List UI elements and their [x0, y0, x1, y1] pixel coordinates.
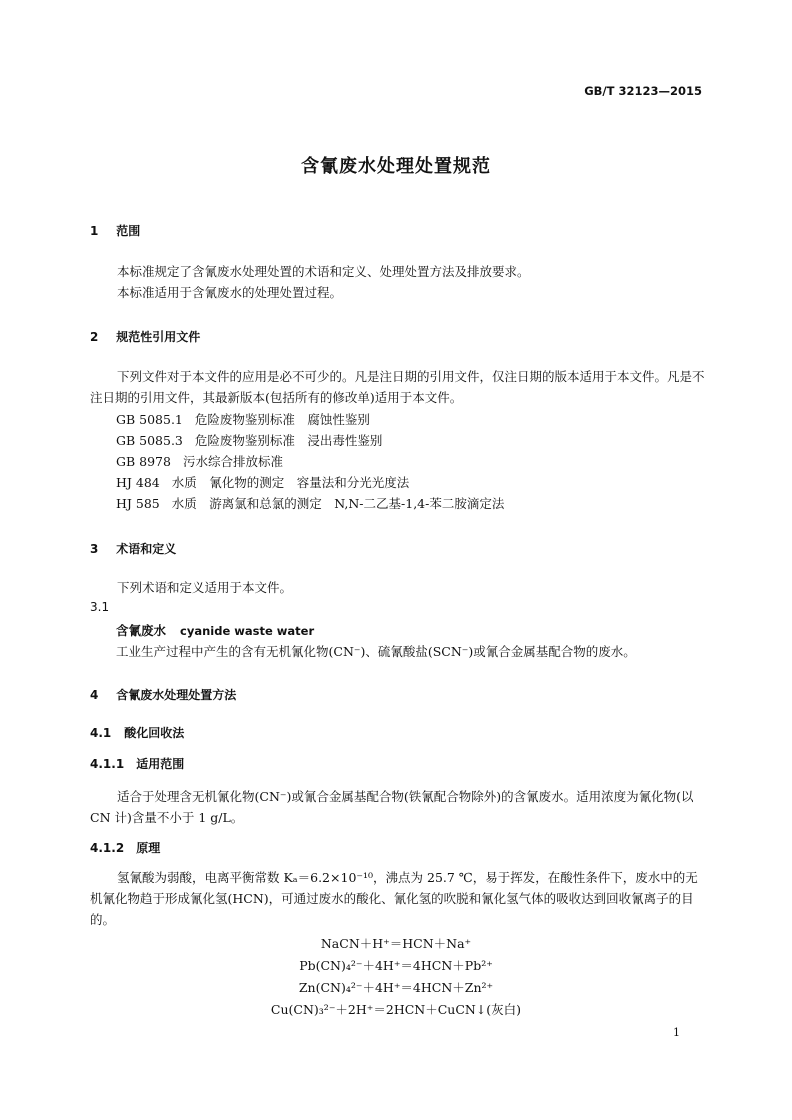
section-number: 1 [90, 224, 99, 238]
reference-code: HJ 484 [116, 475, 160, 490]
chemical-equation: NaCN＋H⁺＝HCN＋Na⁺ [320, 936, 472, 951]
section-title: 酸化回收法 [124, 726, 185, 740]
reference-title: 污水综合排放标准 [182, 454, 283, 469]
scope-paragraph-2: 本标准适用于含氰废水的处理处置过程。 [117, 285, 343, 300]
term-entry [116, 621, 314, 639]
scope-paragraph-1: 本标准规定了含氰废水处理处置的术语和定义、处理处置方法及排放要求。 [117, 264, 530, 279]
terms-intro: 下列术语和定义适用于本文件。 [117, 580, 293, 595]
reference-item [116, 431, 382, 449]
reference-title: 危险废物鉴别标准 浸出毒性鉴别 [194, 433, 383, 448]
reference-item [116, 473, 409, 491]
applicability-paragraph: 适合于处理含无机氰化物(CN⁻)或氰合金属基配合物(铁氰配合物除外)的含氰废水。适用浓度为氰化物(以 CN 计)含量不小于 1 g/L。 [90, 789, 694, 825]
chemical-equation: Pb(CN)₄²⁻＋4H⁺＝4HCN＋Pb²⁺ [299, 958, 493, 973]
section-number: 2 [90, 330, 99, 344]
section-title: 适用范围 [136, 757, 185, 771]
section-4-heading [90, 686, 236, 703]
reference-code: GB 5085.1 [116, 412, 183, 427]
section-title: 范围 [116, 224, 141, 238]
page-title: 含氰废水处理处置规范 [301, 156, 491, 177]
section-number: 4.1.2 [90, 841, 125, 855]
section-title: 术语和定义 [116, 542, 177, 556]
reference-code: GB 8978 [116, 454, 171, 469]
section-title: 原理 [136, 841, 161, 855]
section-number: 3 [90, 542, 99, 556]
reference-title: 危险废物鉴别标准 腐蚀性鉴别 [194, 412, 370, 427]
section-1-heading [90, 222, 140, 239]
term-chinese: 含氰废水 [116, 623, 167, 638]
subsection-4-1-heading [90, 724, 184, 741]
section-number: 4.1.1 [90, 757, 125, 771]
reference-title: 水质 氰化物的测定 容量法和分光光度法 [171, 475, 410, 490]
section-number: 4 [90, 688, 99, 702]
chemical-equation: Zn(CN)₄²⁻＋4H⁺＝4HCN＋Zn²⁺ [298, 980, 494, 995]
term-definition: 工业生产过程中产生的含有无机氰化物(CN⁻)、硫氰酸盐(SCN⁻)或氰合金属基配合物的废水。 [116, 644, 636, 659]
reference-code: GB 5085.3 [116, 433, 183, 448]
section-title: 含氰废水处理处置方法 [116, 688, 237, 702]
reference-code: HJ 585 [116, 496, 160, 511]
subsection-4-1-1-heading [90, 755, 184, 772]
principle-paragraph: 氢氰酸为弱酸，电离平衡常数 Kₐ＝6.2×10⁻¹⁰，沸点为 25.7 ℃，易于挥发，在酸性条件下，废水中的无机氰化物趋于形成氰化氢(HCN)，可通过废水的酸化、氰化氢的吹脱和氰化氢气体的吸收达到回收氰离子的目的。 [90, 870, 698, 927]
section-title: 规范性引用文件 [116, 330, 201, 344]
subsection-4-1-2-heading [90, 839, 160, 856]
term-number: 3.1 [90, 600, 110, 614]
chemical-equation: Cu(CN)₃²⁻＋2H⁺＝2HCN＋CuCN↓(灰白) [270, 1002, 522, 1017]
reference-item [116, 494, 504, 512]
section-number: 4.1 [90, 726, 112, 740]
reference-item [116, 410, 370, 428]
page-number: 1 [673, 1026, 680, 1039]
reference-item [116, 452, 283, 470]
reference-title: 水质 游离氯和总氯的测定 N,N-二乙基-1,4-苯二胺滴定法 [171, 496, 505, 511]
section-3-heading [90, 540, 176, 557]
references-intro: 下列文件对于本文件的应用是必不可少的。凡是注日期的引用文件，仅注日期的版本适用于本文件。凡是不注日期的引用文件，其最新版本(包括所有的修改单)适用于本文件。 [90, 369, 705, 405]
term-english: cyanide waste water [180, 624, 315, 638]
section-2-heading [90, 328, 200, 345]
document-code: GB/T 32123—2015 [584, 84, 702, 98]
